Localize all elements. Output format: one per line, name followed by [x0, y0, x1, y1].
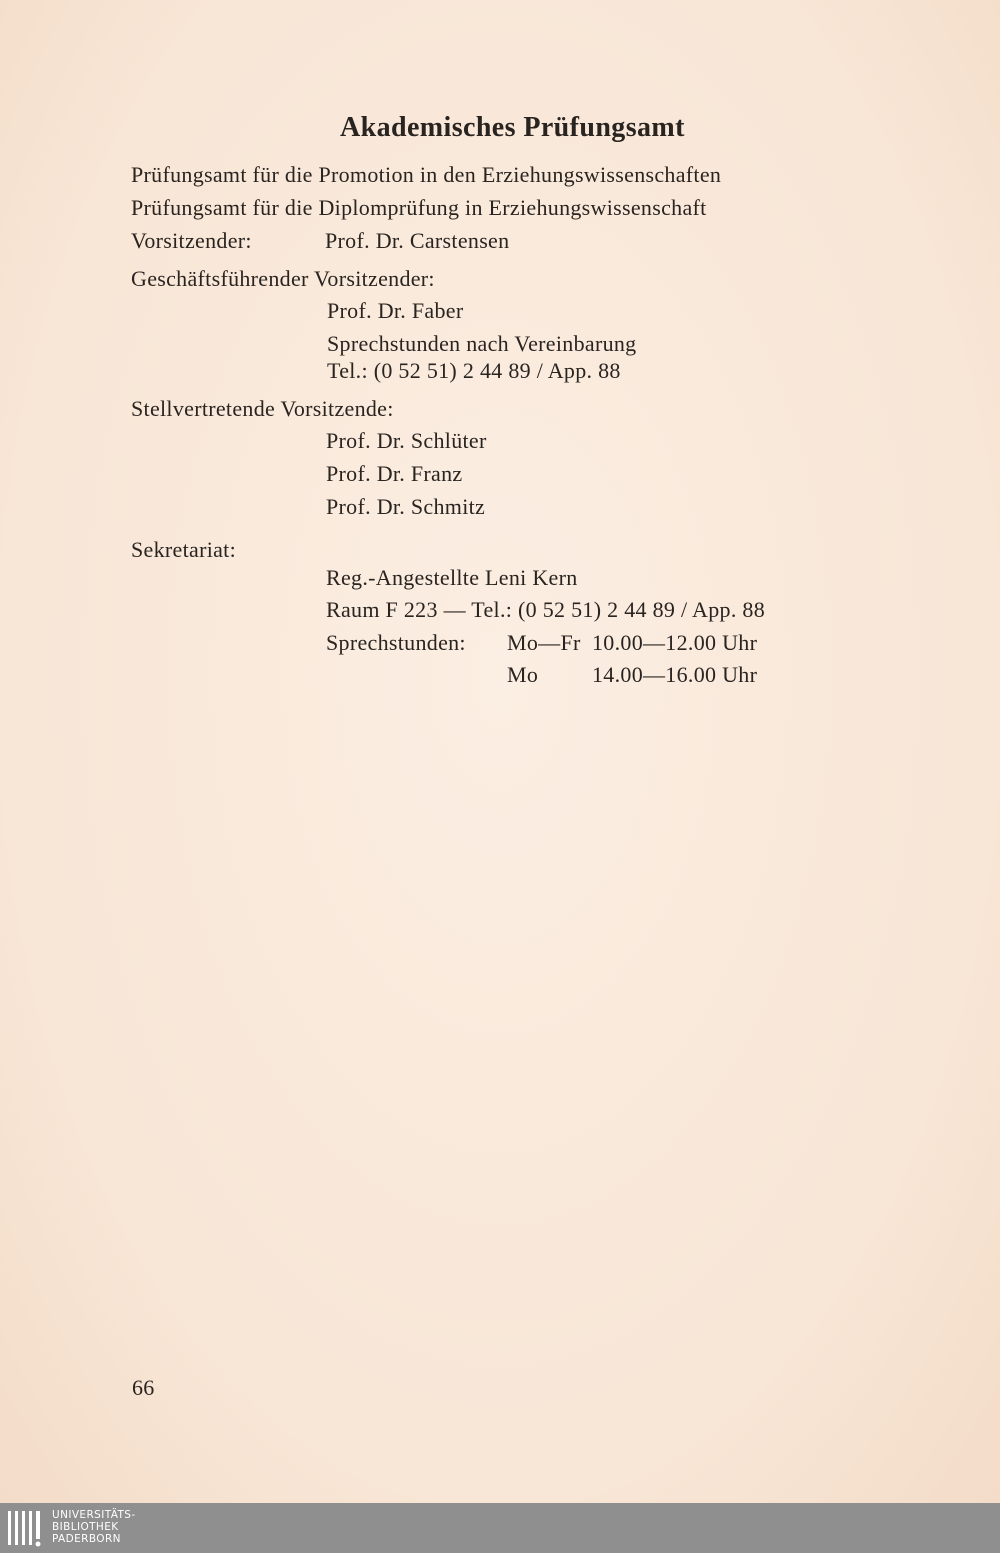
library-logo-icon	[6, 1507, 46, 1549]
hours-days: Mo	[507, 662, 539, 687]
exam-office-line-diploma: Prüfungsamt für die Diplomprüfung in Erziehungswissenschaft	[131, 195, 707, 220]
page-number: 66	[132, 1375, 155, 1400]
library-logo-text	[52, 1509, 136, 1545]
chair-name: Prof. Dr. Carstensen	[325, 228, 510, 253]
managing-chair-phone: Tel.: (0 52 51) 2 44 89 / App. 88	[327, 358, 621, 383]
secretariat-label: Sekretariat:	[131, 537, 236, 562]
logo-line: PADERBORN	[52, 1533, 121, 1545]
deputy-chair-name: Prof. Dr. Schmitz	[326, 494, 486, 519]
deputy-chair-name: Prof. Dr. Franz	[326, 461, 463, 486]
managing-chair-hours: Sprechstunden nach Vereinbarung	[327, 331, 637, 356]
library-footer-bar	[0, 1503, 1000, 1553]
managing-chair-label: Geschäftsführender Vorsitzender:	[131, 266, 435, 291]
chair-label: Vorsitzender:	[131, 228, 252, 253]
managing-chair-name: Prof. Dr. Faber	[327, 298, 464, 323]
logo-line: UNIVERSITÄTS-	[52, 1509, 136, 1521]
secretariat-hours-label: Sprechstunden:	[326, 630, 466, 655]
hours-time: 10.00—12.00 Uhr	[592, 630, 758, 655]
logo-line: BIBLIOTHEK	[52, 1521, 119, 1533]
page-title: Akademisches Prüfungsamt	[340, 112, 685, 143]
hours-days: Mo—Fr	[507, 630, 581, 655]
secretariat-name: Reg.-Angestellte Leni Kern	[326, 565, 578, 590]
deputy-chairs-label: Stellvertretende Vorsitzende:	[131, 396, 394, 421]
deputy-chair-name: Prof. Dr. Schlüter	[326, 428, 487, 453]
secretariat-room-phone: Raum F 223 — Tel.: (0 52 51) 2 44 89 / App. 88	[326, 597, 766, 622]
exam-office-line-promotion: Prüfungsamt für die Promotion in den Erziehungswissenschaften	[131, 162, 722, 187]
hours-time: 14.00—16.00 Uhr	[592, 662, 758, 687]
